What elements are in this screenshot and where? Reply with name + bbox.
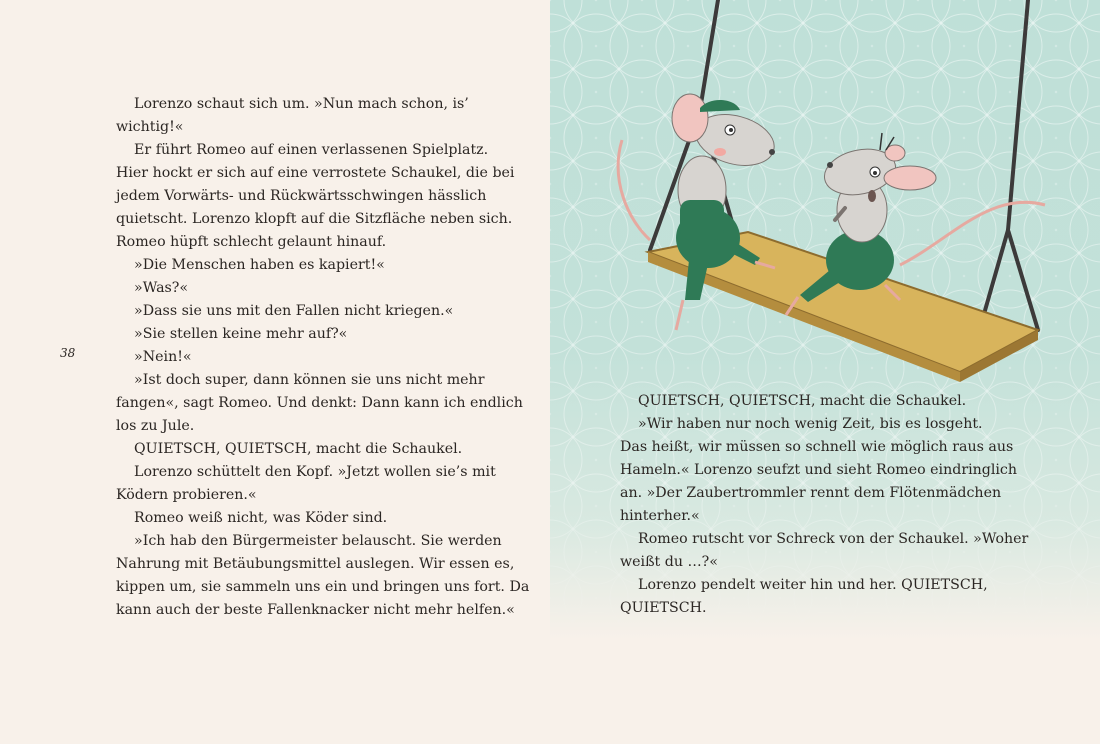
right-page-text — [620, 390, 1029, 620]
page-number: 38 — [60, 346, 76, 360]
text-line: quietscht. Lorenzo klopft auf die Sitzfläche neben sich. — [116, 211, 513, 227]
text-line: »Ich hab den Bürgermeister belauscht. Sie werden — [116, 533, 502, 549]
text-line: Er führt Romeo auf einen verlassenen Spielplatz. — [116, 142, 489, 158]
text-line: hinterher.« — [620, 508, 700, 524]
text-line: »Was?« — [116, 280, 189, 296]
text-line: Lorenzo schaut sich um. »Nun mach schon, is’ — [116, 96, 469, 112]
text-line: Hameln.« Lorenzo seufzt und sieht Romeo eindringlich — [620, 462, 1018, 478]
swing-illustration — [550, 0, 1100, 400]
text-line: fangen«, sagt Romeo. Und denkt: Dann kann ich endlich — [116, 395, 523, 411]
text-line: jedem Vorwärts- und Rückwärtsschwingen hässlich — [116, 188, 487, 204]
text-line: QUIETSCH. — [620, 600, 707, 616]
text-line: »Sie stellen keine mehr auf?« — [116, 326, 348, 342]
text-line: Ködern probieren.« — [116, 487, 257, 503]
text-line: Nahrung mit Betäubungsmittel auslegen. Wir essen es, — [116, 556, 515, 572]
text-line: QUIETSCH, QUIETSCH, macht die Schaukel. — [620, 393, 967, 409]
text-line: »Nein!« — [116, 349, 192, 365]
text-line: »Die Menschen haben es kapiert!« — [116, 257, 385, 273]
text-line: los zu Jule. — [116, 418, 195, 434]
text-line: Romeo weiß nicht, was Köder sind. — [116, 510, 388, 526]
left-page-text — [116, 93, 530, 622]
text-line: an. »Der Zaubertrommler rennt dem Flötenmädchen — [620, 485, 1002, 501]
right-page — [550, 0, 1100, 744]
text-line: Lorenzo schüttelt den Kopf. »Jetzt wollen sie’s mit — [116, 464, 496, 480]
text-line: Hier hockt er sich auf eine verrostete Schaukel, die bei — [116, 165, 515, 181]
text-line: »Dass sie uns mit den Fallen nicht kriegen.« — [116, 303, 454, 319]
text-line: weißt du …?« — [620, 554, 718, 570]
text-line: Romeo hüpft schlecht gelaunt hinauf. — [116, 234, 387, 250]
text-line: kann auch der beste Fallenknacker nicht mehr helfen.« — [116, 602, 515, 618]
text-line: Lorenzo pendelt weiter hin und her. QUIETSCH, — [620, 577, 988, 593]
text-line: »Wir haben nur noch wenig Zeit, bis es losgeht. — [620, 416, 983, 432]
text-line: QUIETSCH, QUIETSCH, macht die Schaukel. — [116, 441, 463, 457]
text-line: Romeo rutscht vor Schreck von der Schaukel. »Woher — [620, 531, 1029, 547]
text-line: kippen um, sie sammeln uns ein und bringen uns fort. Da — [116, 579, 530, 595]
text-line: wichtig!« — [116, 119, 184, 135]
text-line: »Ist doch super, dann können sie uns nicht mehr — [116, 372, 485, 388]
text-line: Das heißt, wir müssen so schnell wie möglich raus aus — [620, 439, 1014, 455]
